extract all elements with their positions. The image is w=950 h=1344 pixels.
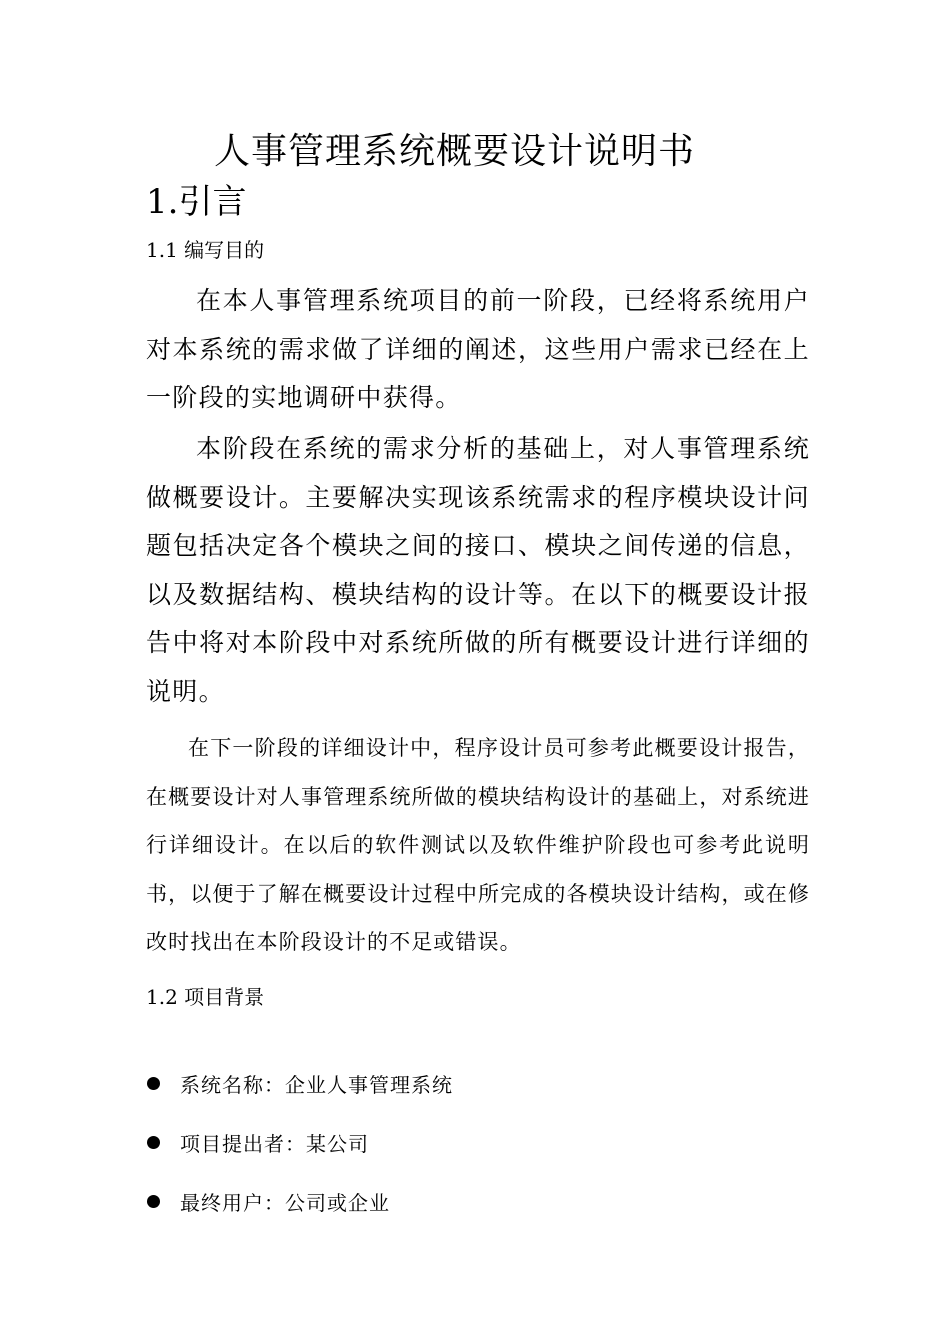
paragraph-purpose-1: 在本人事管理系统项目的前一阶段，已经将系统用户对本系统的需求做了详细的阐述，这些用户需求已经在上一阶段的实地调研中获得。 xyxy=(146,286,810,412)
list-item-text: 最终用户：公司或企业 xyxy=(180,1191,390,1215)
project-background-list xyxy=(146,1054,453,1231)
section-heading-introduction: 1.引言 xyxy=(146,182,247,222)
list-item-text: 系统名称：企业人事管理系统 xyxy=(180,1073,453,1097)
list-item-text: 项目提出者：某公司 xyxy=(180,1132,369,1156)
list-item xyxy=(146,1113,453,1172)
list-item xyxy=(146,1054,453,1113)
subsection-heading-background: 1.2 项目背景 xyxy=(146,985,265,1009)
paragraph-purpose-3: 在下一阶段的详细设计中，程序设计员可参考此概要设计报告，在概要设计对人事管理系统所做的模块结构设计的基础上，对系统进行详细设计。在以后的软件测试以及软件维护阶段也可参考此说明书，以便于了解在概要设计过程中所完成的各模块设计结构，或在修改时找出在本阶段设计的不足或错误。 xyxy=(146,736,810,954)
bullet-dot-icon xyxy=(147,1136,160,1149)
document-title: 人事管理系统概要设计说明书 xyxy=(214,131,696,172)
list-item xyxy=(146,1172,453,1231)
bullet-dot-icon xyxy=(147,1195,160,1208)
subsection-heading-purpose: 1.1 编写目的 xyxy=(146,238,265,262)
bullet-dot-icon xyxy=(147,1077,160,1090)
paragraph-purpose-2: 本阶段在系统的需求分析的基础上，对人事管理系统做概要设计。主要解决实现该系统需求的程序模块设计问题包括决定各个模块之间的接口、模块之间传递的信息，以及数据结构、模块结构的设计等。在以下的概要设计报告中将对本阶段中对系统所做的所有概要设计进行详细的说明。 xyxy=(146,434,810,706)
